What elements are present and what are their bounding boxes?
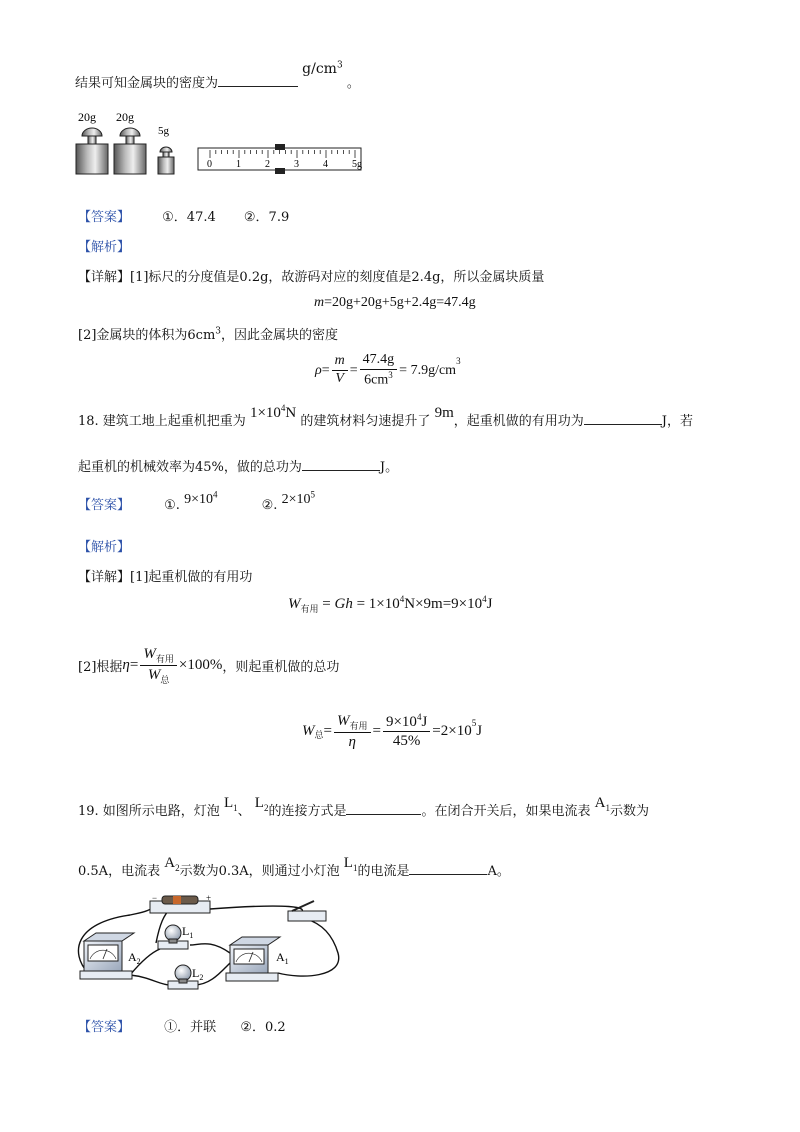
q17-density-equation: ρ = $\frac{m}{V}$ = $\frac{47.4g}{6cm^3}$ = 7.9g/cm $^3$ — [315, 352, 461, 388]
density-blank — [218, 73, 298, 87]
weight-body-3 — [158, 157, 174, 174]
battery-plus-label: + — [206, 893, 212, 903]
l1-label: $L_1$ — [182, 924, 194, 940]
weight-label-2: 20g — [116, 110, 134, 124]
circuit-diagram — [70, 893, 350, 995]
a2-label: $A_2$ — [128, 950, 141, 966]
q17-mass-equation: m=20g+20g+5g+2.4g=47.4g — [314, 295, 476, 310]
weight-label-3: 5g — [158, 125, 169, 137]
weight-body-2 — [114, 144, 146, 174]
switch-lever — [292, 901, 314, 911]
q17-detail-line: 【详解】[1]标尺的分度值是0.2g，故游码对应的刻度值是2.4g，所以金属块质量 — [78, 270, 545, 285]
balance-weights-figure — [70, 106, 370, 182]
q17-analysis-tag: 【解析】 — [78, 240, 131, 255]
weight-label-1: 20g — [78, 110, 96, 124]
q18-answer-row: 【答案】 ①. $9\times 10^4$ ②. $2\times 10^5$ — [78, 489, 315, 513]
weight-body-1 — [76, 144, 108, 174]
a1-label: $A_1$ — [276, 950, 289, 966]
q18-question-line1: 18. 建筑工地上起重机把重为 $1\times 10^4N$ 的建筑材料匀速提升了 9m，起重机做的有用功为 J，若 — [78, 403, 693, 429]
ruler-label: 3 — [294, 159, 299, 170]
q17-density-line: 结果可知金属块的密度为 $g/cm^3$ 。 — [75, 60, 360, 91]
ruler-label: 5g — [352, 159, 362, 170]
battery-minus-label: − — [152, 893, 158, 903]
q19-current-blank — [409, 861, 487, 875]
rider-bottom — [275, 168, 285, 174]
q18-height-value: 9m — [434, 405, 454, 421]
ruler-label: 4 — [323, 159, 328, 170]
q18-detail-line: 【详解】[1]起重机做的有用功 — [78, 570, 253, 585]
q19-question-line1: 19. 如图所示电路，灯泡 $L_1$、 $L_2$的连接方式是 。在闭合开关后，如果电流表 $A_1$示数为 — [78, 795, 649, 819]
q18-total-work-blank — [302, 457, 380, 471]
q17-answer-row: 【答案】 ①．47.4 ②．7.9 — [78, 210, 290, 225]
q18-useful-work-blank — [584, 411, 662, 425]
q18-weight-value: $1\times 10^4N$ — [249, 403, 297, 421]
q17-volume-line: [2]金属块的体积为$6cm^3$，因此金属块的密度 — [78, 326, 339, 343]
weight-knob-2 — [120, 128, 140, 136]
q19-question-line2: 0.5A，电流表 $A_2$示数为0.3A，则通过小灯泡 $L_1$的电流是 A。 — [78, 855, 510, 879]
density-unit: $g/cm^3$ — [302, 60, 343, 77]
q19-connection-blank — [346, 801, 421, 815]
ruler-label: 1 — [236, 159, 241, 170]
q19-answer-row: 【答案】 ①．并联 ②．0.2 — [78, 1020, 286, 1035]
switch-base — [288, 911, 326, 921]
q18-efficiency-line: [2]根据 η = $\frac{W_{有用}}{W_总}$ ×100% ，则起重机做的总功 — [78, 646, 340, 685]
l2-label: $L_2$ — [192, 966, 204, 982]
q18-analysis-tag: 【解析】 — [78, 540, 131, 555]
q18-question-line2: 起重机的机械效率为45%，做的总功为 J。 — [78, 456, 398, 475]
weight-knob-1 — [82, 128, 102, 136]
ruler-label: 2 — [265, 159, 270, 170]
ruler-label: 0 — [207, 159, 212, 170]
q18-total-work-equation: W 总 = $\frac{W_{有用}}{\eta}$ = $\frac{9\times 10^4J}{45\%}$ =2×10 $^5$ J — [302, 712, 483, 750]
rider-top — [275, 144, 285, 150]
q18-useful-work-equation: $W_{有用} = Gh = 1\times 10^4N\times 9m=9\times 10^4J$ — [288, 594, 493, 614]
